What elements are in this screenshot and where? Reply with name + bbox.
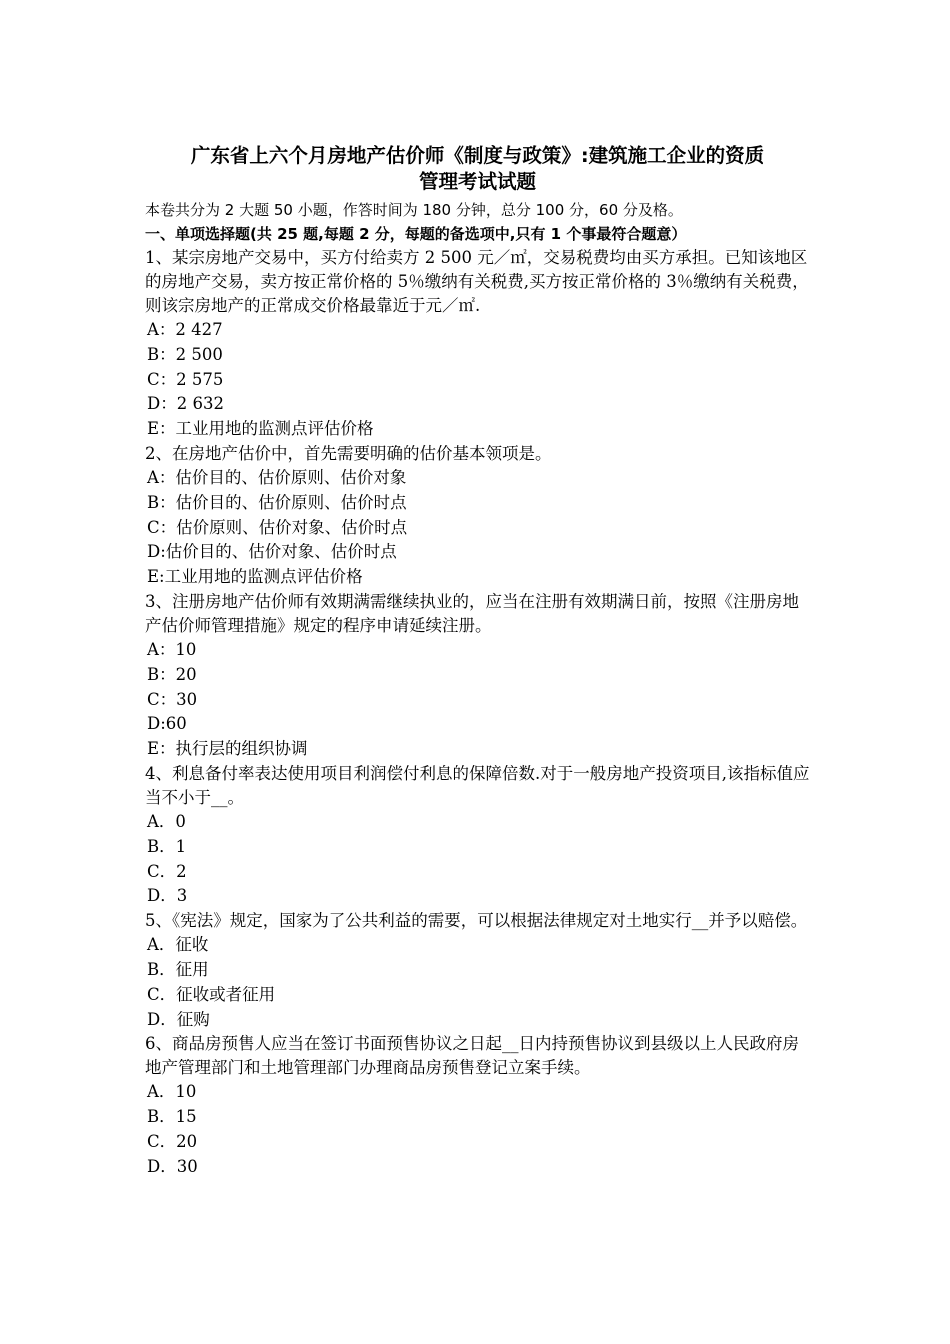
answer-option: E:工业用地的监测点评估价格 bbox=[147, 567, 363, 587]
question-3 bbox=[145, 590, 810, 762]
answer-option: D:估价目的、估价对象、估价时点 bbox=[147, 542, 397, 562]
answer-option: A：2 427 bbox=[147, 320, 223, 339]
answer-option: C：估价原则、估价对象、估价时点 bbox=[147, 517, 408, 537]
section-heading: 一、单项选择题(共 25 题,每题 2 分，每题的备选项中,只有 1 个事最符合题意） bbox=[145, 225, 687, 243]
answer-option: D:60 bbox=[147, 714, 187, 734]
answer-option: C：2 575 bbox=[147, 369, 224, 389]
question-list bbox=[145, 246, 810, 1180]
document-title bbox=[145, 143, 810, 195]
question-text: 5、《宪法》规定，国家为了公共利益的需要，可以根据法律规定对土地实行__并予以赔偿。 bbox=[145, 911, 808, 931]
question-text: 1、某宗房地产交易中，买方付给卖方 2 500 元／㎡，交易税费均由买方承担。已知该地区的房地产交易，卖方按正常价格的 5％缴纳有关税费,买方按正常价格的 3％缴纳有关税费，则该宗房地产的正常成交价格最靠近于元／㎡. bbox=[145, 248, 809, 315]
question-text: 4、利息备付率表达使用项目利润偿付利息的保障倍数.对于一般房地产投资项目,该指标值应当不小于__。 bbox=[145, 763, 810, 807]
answer-option: C：30 bbox=[147, 689, 198, 709]
question-text: 2、在房地产估价中，首先需要明确的估价基本领项是。 bbox=[145, 443, 552, 463]
answer-option: A：10 bbox=[147, 639, 197, 659]
answer-option: B：20 bbox=[147, 664, 197, 684]
question-5 bbox=[145, 909, 810, 1032]
answer-option: D．30 bbox=[147, 1156, 198, 1176]
question-text: 3、注册房地产估价师有效期满需继续执业的，应当在注册有效期满日前，按照《注册房地产估价师管理措施》规定的程序申请延续注册。 bbox=[145, 591, 799, 635]
answer-option: E：执行层的组织协调 bbox=[147, 739, 308, 759]
question-text: 6、商品房预售人应当在签订书面预售协议之日起__日内持预售协议到县级以上人民政府房地产管理部门和土地管理部门办理商品房预售登记立案手续。 bbox=[145, 1034, 799, 1078]
answer-option: A．征收 bbox=[147, 935, 209, 955]
answer-option: B．15 bbox=[147, 1107, 197, 1127]
answer-option: D：2 632 bbox=[147, 394, 224, 414]
answer-option: D．3 bbox=[147, 886, 188, 906]
question-1 bbox=[145, 246, 810, 442]
answer-option: D．征购 bbox=[147, 1009, 210, 1029]
title-line-1: 广东省上六个月房地产估价师《制度与政策》:建筑施工企业的资质 bbox=[190, 144, 765, 167]
answer-option: E：工业用地的监测点评估价格 bbox=[147, 419, 374, 439]
answer-option: A．10 bbox=[147, 1082, 197, 1102]
answer-option: B．1 bbox=[147, 836, 187, 856]
answer-option: B．征用 bbox=[147, 959, 209, 979]
exam-intro: 本卷共分为 2 大题 50 小题，作答时间为 180 分钟，总分 100 分，60 分及格。 bbox=[145, 201, 683, 219]
answer-option: A：估价目的、估价原则、估价对象 bbox=[147, 467, 407, 487]
title-line-2: 管理考试试题 bbox=[418, 170, 536, 193]
answer-option: B：2 500 bbox=[147, 344, 223, 364]
document-content bbox=[145, 143, 810, 1180]
question-4 bbox=[145, 762, 810, 909]
answer-option: C．20 bbox=[147, 1131, 198, 1151]
answer-option: C．征收或者征用 bbox=[147, 984, 276, 1004]
answer-option: B：估价目的、估价原则、估价时点 bbox=[147, 492, 407, 512]
answer-option: C．2 bbox=[147, 861, 187, 881]
question-2 bbox=[145, 442, 810, 590]
question-6 bbox=[145, 1032, 810, 1179]
answer-option: A．0 bbox=[147, 811, 186, 831]
